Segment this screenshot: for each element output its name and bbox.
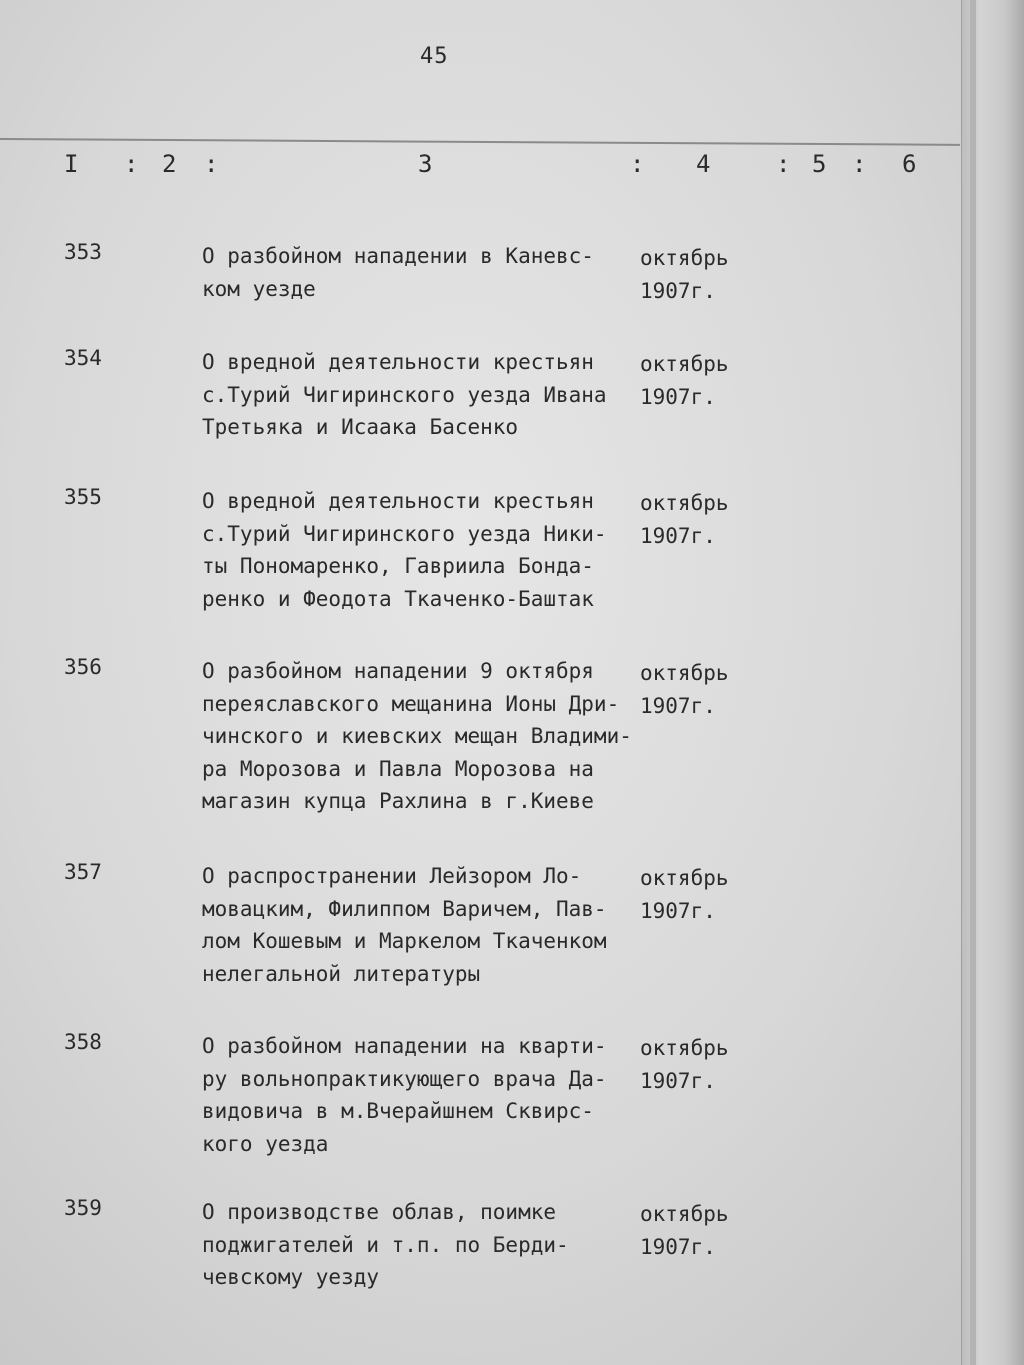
- column-separator: :: [630, 150, 645, 178]
- entry-number: 354: [64, 346, 102, 370]
- date-year: 1907г.: [640, 278, 716, 303]
- date-year: 1907г.: [640, 523, 716, 548]
- description-line: О вредной деятельности крестьян: [202, 489, 594, 513]
- description-line: ра Морозова и Павла Морозова на: [202, 756, 594, 781]
- entry-description: [202, 1196, 642, 1294]
- description-line: О вредной деятельности крестьян: [202, 350, 594, 374]
- column-separator: :: [124, 150, 139, 178]
- entry-description: [202, 485, 642, 615]
- column-header-1: I: [64, 150, 79, 178]
- description-line: ты Пономаренко, Гавриила Бонда-: [202, 554, 594, 578]
- entry-date: [640, 348, 729, 413]
- description-line: мовацким, Филиппом Варичем, Пав-: [202, 896, 607, 921]
- description-line: кого уезда: [202, 1131, 329, 1156]
- entry-date: [640, 862, 729, 927]
- column-separator: :: [852, 150, 867, 178]
- date-year: 1907г.: [640, 693, 716, 718]
- description-line: лом Кошевым и Маркелом Ткаченком: [202, 929, 607, 953]
- description-line: ком уезде: [202, 276, 316, 301]
- description-line: Третьяка и Исаака Басенко: [202, 415, 519, 439]
- description-line: чинского и киевских мещан Владими-: [202, 724, 632, 748]
- description-line: О разбойном нападении на кварти-: [202, 1034, 607, 1058]
- entry-date: [640, 487, 729, 552]
- entry-date: [640, 1032, 729, 1097]
- column-separator: :: [776, 150, 791, 178]
- description-line: с.Турий Чигиринского уезда Ники-: [202, 521, 607, 546]
- date-year: 1907г.: [640, 1234, 716, 1259]
- page-number: 45: [420, 44, 449, 69]
- description-line: магазин купца Рахлина в г.Киеве: [202, 789, 594, 813]
- date-year: 1907г.: [640, 384, 716, 409]
- entry-description: [202, 1030, 642, 1160]
- date-month: октябрь: [640, 866, 729, 890]
- column-header-6: 6: [902, 150, 917, 178]
- column-separator: :: [204, 150, 219, 178]
- description-line: О производстве облав, поимке: [202, 1200, 557, 1224]
- description-line: О разбойном нападении 9 октября: [202, 659, 594, 683]
- entry-description: [202, 655, 642, 818]
- description-line: О распространении Лейзором Ло-: [202, 864, 582, 888]
- description-line: ренко и Феодота Ткаченко-Баштак: [202, 586, 594, 611]
- date-month: октябрь: [640, 246, 729, 270]
- date-month: октябрь: [640, 1202, 729, 1226]
- date-year: 1907г.: [640, 1068, 716, 1093]
- page-edge-fold: [970, 0, 976, 1365]
- entry-date: [640, 657, 729, 722]
- description-line: с.Турий Чигиринского уезда Ивана: [202, 382, 607, 407]
- entry-description: [202, 240, 642, 305]
- date-month: октябрь: [640, 1036, 729, 1060]
- column-header-2: 2: [162, 150, 177, 178]
- entry-description: [202, 860, 642, 990]
- description-line: видовича в м.Вчерайшнем Сквирс-: [202, 1099, 594, 1123]
- column-header-row: [0, 150, 960, 190]
- description-line: поджигателей и т.п. по Берди-: [202, 1232, 569, 1257]
- description-line: нелегальной литературы: [202, 961, 481, 986]
- column-header-3: 3: [418, 150, 433, 178]
- description-line: чевскому уезду: [202, 1265, 380, 1289]
- date-year: 1907г.: [640, 898, 716, 923]
- date-month: октябрь: [640, 661, 729, 685]
- entry-number: 353: [64, 240, 102, 264]
- header-rule: [0, 138, 960, 146]
- description-line: ру вольнопрактикующего врача Да-: [202, 1066, 607, 1091]
- column-header-5: 5: [812, 150, 827, 178]
- entry-number: 355: [64, 485, 102, 509]
- date-month: октябрь: [640, 352, 729, 376]
- description-line: О разбойном нападении в Каневс-: [202, 244, 594, 268]
- entry-date: [640, 1198, 729, 1263]
- entry-number: 356: [64, 655, 102, 679]
- date-month: октябрь: [640, 491, 729, 515]
- entry-number: 359: [64, 1196, 102, 1220]
- description-line: переяславского мещанина Ионы Дри-: [202, 691, 620, 716]
- entry-number: 357: [64, 860, 102, 884]
- entry-number: 358: [64, 1030, 102, 1054]
- entry-description: [202, 346, 642, 444]
- entry-date: [640, 242, 729, 307]
- column-header-4: 4: [696, 150, 711, 178]
